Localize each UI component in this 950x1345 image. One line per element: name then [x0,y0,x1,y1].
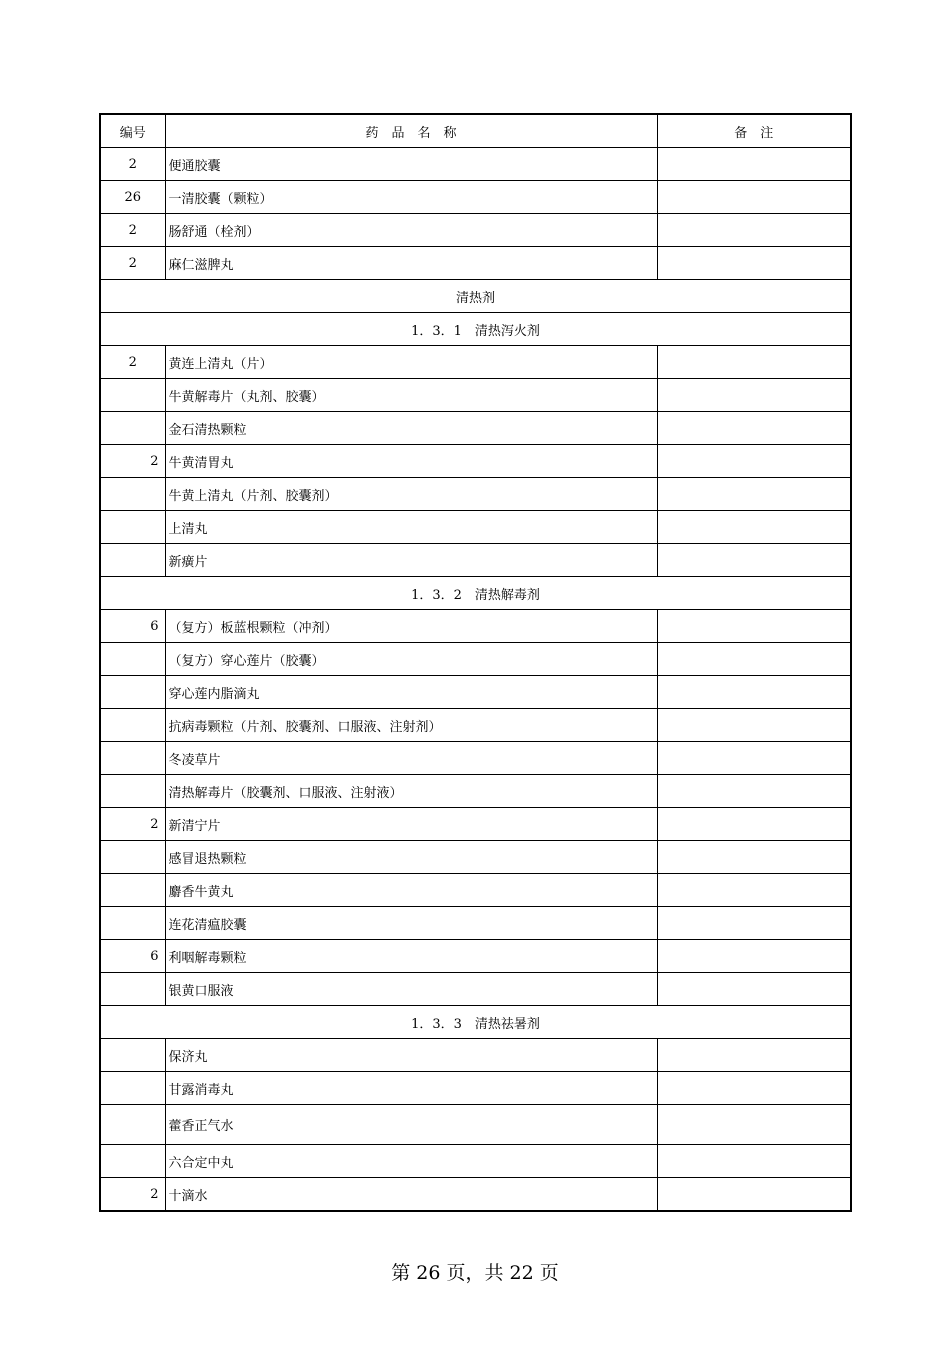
drug-remark [657,1105,851,1145]
section-row [100,577,851,610]
table-row [100,808,851,841]
drug-name: 新清宁片 [165,808,657,841]
drug-remark [657,544,851,577]
drug-name: 利咽解毒颗粒 [165,940,657,973]
table-row [100,544,851,577]
drug-remark [657,247,851,280]
table-row [100,742,851,775]
table-row [100,643,851,676]
section-title: 1．3．1 清热泻火剂 [100,313,851,346]
table-row [100,1072,851,1105]
table-row [100,1178,851,1212]
drug-number: 2 [100,148,165,181]
drug-number: 2 [100,808,165,841]
drug-name: 金石清热颗粒 [165,412,657,445]
table-row [100,247,851,280]
drug-number: 2 [100,1178,165,1212]
drug-number [100,511,165,544]
table-row [100,940,851,973]
drug-number [100,379,165,412]
table-row [100,511,851,544]
table-header-row [100,114,851,148]
section-title: 1．3．3 清热祛暑剂 [100,1006,851,1039]
drug-name: 黄连上清丸（片） [165,346,657,379]
drug-number [100,775,165,808]
section-row [100,313,851,346]
drug-remark [657,874,851,907]
drug-number [100,1105,165,1145]
drug-name: 银黄口服液 [165,973,657,1006]
drug-name: 保济丸 [165,1039,657,1072]
drug-number: 26 [100,181,165,214]
drug-number [100,709,165,742]
drug-number: 6 [100,940,165,973]
table-row [100,214,851,247]
section-title: 清热剂 [100,280,851,313]
drug-list-body [100,114,851,1211]
drug-number [100,973,165,1006]
drug-remark [657,643,851,676]
drug-name: 清热解毒片（胶囊剂、口服液、注射液） [165,775,657,808]
drug-remark [657,973,851,1006]
drug-number [100,874,165,907]
drug-name: 六合定中丸 [165,1145,657,1178]
table-row [100,610,851,643]
drug-number: 2 [100,346,165,379]
drug-number [100,412,165,445]
drug-remark [657,742,851,775]
table-row [100,775,851,808]
drug-number [100,907,165,940]
page-footer: 第 26 页，共 22 页 [391,1262,559,1284]
drug-list-table [99,113,852,1212]
drug-name: 牛黄上清丸（片剂、胶囊剂） [165,478,657,511]
table-row [100,841,851,874]
section-title: 1．3．2 清热解毒剂 [100,577,851,610]
drug-remark [657,1145,851,1178]
header-drug-name: 药 品 名 称 [165,114,657,148]
table-row [100,346,851,379]
drug-remark [657,907,851,940]
drug-number [100,742,165,775]
drug-name: （复方）穿心莲片（胶囊） [165,643,657,676]
drug-name: 上清丸 [165,511,657,544]
table-row [100,148,851,181]
drug-remark [657,148,851,181]
drug-name: 牛黄解毒片（丸剂、胶囊） [165,379,657,412]
table-row [100,907,851,940]
drug-name: 甘露消毒丸 [165,1072,657,1105]
drug-remark [657,511,851,544]
drug-remark [657,808,851,841]
drug-name: 穿心莲内脂滴丸 [165,676,657,709]
header-number: 编号 [100,114,165,148]
drug-name: 感冒退热颗粒 [165,841,657,874]
drug-number: 2 [100,247,165,280]
drug-remark [657,676,851,709]
drug-name: 麻仁滋脾丸 [165,247,657,280]
table-row [100,181,851,214]
drug-remark [657,445,851,478]
drug-number: 2 [100,214,165,247]
drug-remark [657,478,851,511]
drug-name: （复方）板蓝根颗粒（冲剂） [165,610,657,643]
drug-number [100,676,165,709]
drug-remark [657,412,851,445]
table-row [100,412,851,445]
drug-number: 2 [100,445,165,478]
table-row [100,379,851,412]
drug-number [100,1072,165,1105]
drug-name: 麝香牛黄丸 [165,874,657,907]
table-row [100,445,851,478]
drug-name: 牛黄清胃丸 [165,445,657,478]
drug-number [100,1039,165,1072]
drug-number [100,1145,165,1178]
drug-name: 新癀片 [165,544,657,577]
table-row [100,478,851,511]
drug-remark [657,940,851,973]
table-row [100,1039,851,1072]
drug-name: 连花清瘟胶囊 [165,907,657,940]
drug-remark [657,709,851,742]
table-row [100,973,851,1006]
drug-remark [657,346,851,379]
drug-number: 6 [100,610,165,643]
drug-name: 便通胶囊 [165,148,657,181]
drug-name: 藿香正气水 [165,1105,657,1145]
drug-number [100,544,165,577]
drug-name: 十滴水 [165,1178,657,1212]
drug-remark [657,841,851,874]
drug-remark [657,1039,851,1072]
drug-remark [657,181,851,214]
drug-remark [657,610,851,643]
section-row [100,1006,851,1039]
drug-remark [657,775,851,808]
table-row [100,874,851,907]
drug-name: 抗病毒颗粒（片剂、胶囊剂、口服液、注射剂） [165,709,657,742]
drug-name: 肠舒通（栓剂） [165,214,657,247]
section-row [100,280,851,313]
drug-name: 一清胶囊（颗粒） [165,181,657,214]
table-row [100,1145,851,1178]
drug-remark [657,1178,851,1212]
drug-number [100,841,165,874]
drug-number [100,643,165,676]
drug-number [100,478,165,511]
drug-remark [657,214,851,247]
header-remark: 备 注 [657,114,851,148]
table-row [100,676,851,709]
drug-name: 冬凌草片 [165,742,657,775]
drug-remark [657,379,851,412]
table-row [100,709,851,742]
table-row [100,1105,851,1145]
drug-remark [657,1072,851,1105]
